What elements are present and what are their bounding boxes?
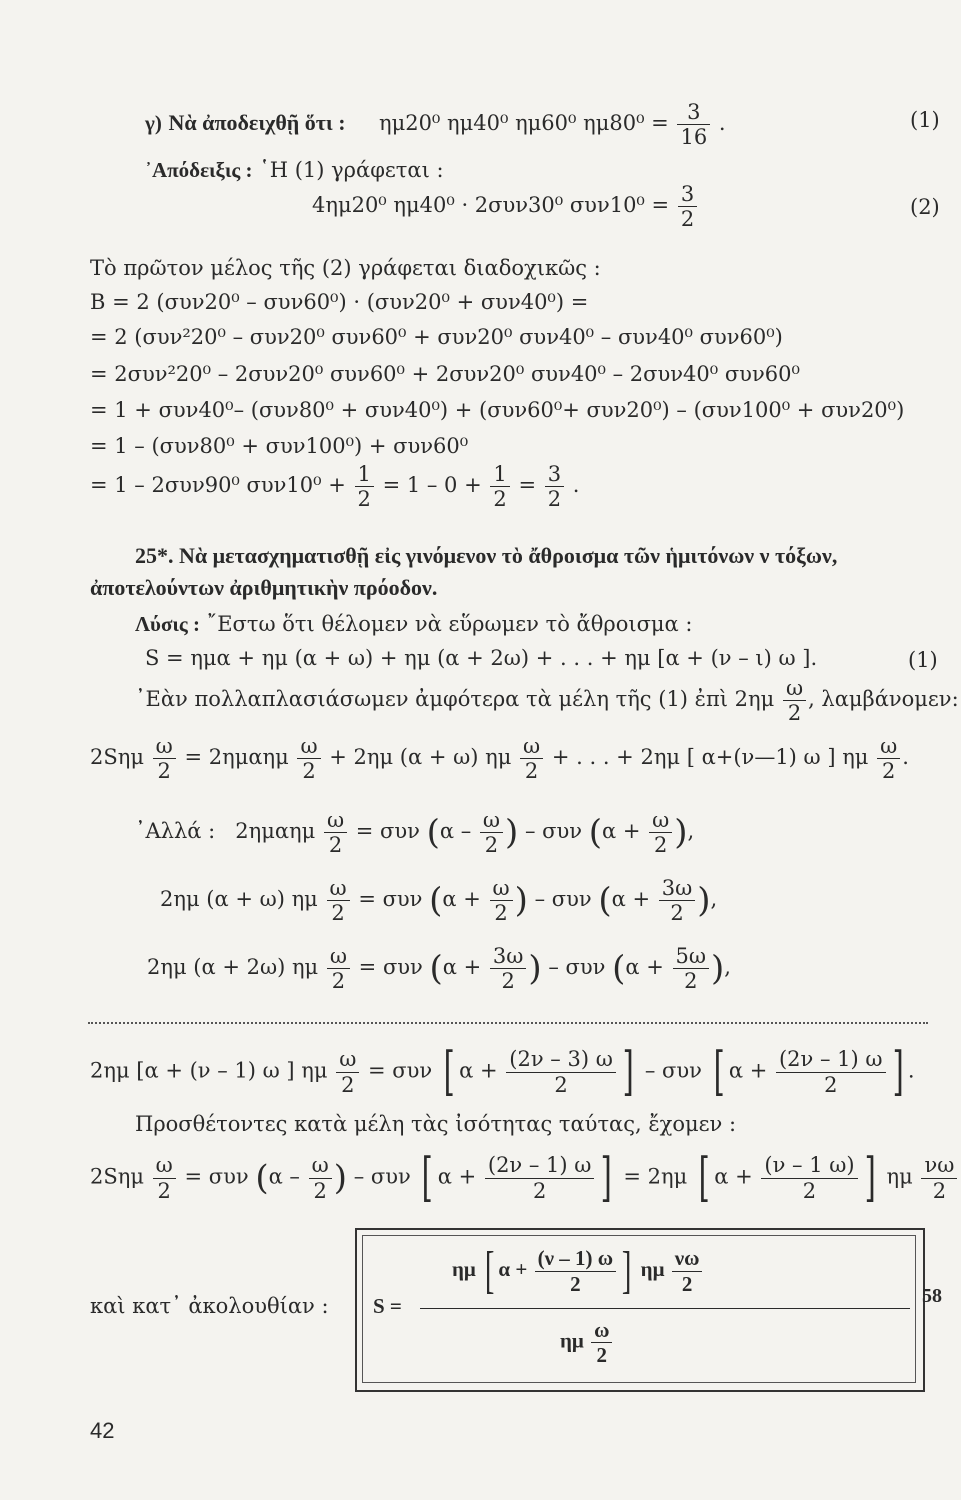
proof-label: ᾿Απόδειξις : [145,158,253,182]
result-row: 2Sημ $\frac{\omega}{2}$ = συν (α – $\frac{\omega}{2}$ ) – συν [ α + $\frac{(2\nu - 1) \omega}{2}$ ] = 2ημ [ α + $\frac{(\nu - 1 \omega)}{2}$ ] ημ $\frac{\nu\omega}{2}$ [90,1152,959,1204]
identity-general: 2ημ [α + (ν – 1) ω ] ημ $\frac{\omega}{2}$ = συν [ α + $\frac{(2\nu - 3) \omega}{2}$ ] – συν [ α + $\frac{(2\nu - 1) \omega}{2}$ ] . [90,1042,915,1102]
problem-25-statement-2: ἀποτελούντων ἀριθμητικὴν πρόοδον. [90,575,438,600]
proof-line-4: = 1 + συν40⁰– (συν80⁰ + συν40⁰) + (συν60⁰+ συν20⁰) – (συν100⁰ + συν20⁰) [90,398,905,422]
final-denominator: ημ $\frac{\omega}{2}$ [560,1318,614,1367]
proof-intro: Τὸ πρῶτον μέλος τῆς (2) γράφεται διαδοχικῶς : [90,256,601,280]
eq-2-fraction: $\frac{3}{2}$ [678,182,697,231]
solution-label: Λύσις : [135,612,200,636]
part-g-expr: ημ20⁰ ημ40⁰ ημ60⁰ ημ80⁰ = [378,111,669,136]
eqno-1: (1) [910,108,940,132]
identity-2: 2ημ (α + ω) ημ $\frac{\omega}{2}$ = συν (α + $\frac{\omega}{2}$ ) – συν (α + $\frac{3\omega}{2}$ ), [160,876,718,926]
proof-line-3: = 2συν²20⁰ – 2συν20⁰ συν60⁰ + 2συν20⁰ συν40⁰ – 2συν40⁰ συν60⁰ [90,362,800,386]
frac-three-halves: $\frac{3}{2}$ [545,462,564,511]
final-fraction-bar [420,1308,910,1309]
proof-line-1: B = 2 (συν20⁰ – συν60⁰) · (συν20⁰ + συν40⁰) = [90,290,589,314]
adding-sentence: Προσθέτοντες κατὰ μέλη τὰς ἰσότητας ταύτας, ἔχομεν : [135,1112,737,1136]
part-g-row: γ) Νὰ ἀποδειχθῇ ὅτι : ημ20⁰ ημ40⁰ ημ60⁰ ημ80⁰ = $\frac{3}{16}$ . [145,100,726,150]
identity-1: ᾿Αλλά : 2ημαημ $\frac{\omega}{2}$ = συν (α – $\frac{\omega}{2}$ ) – συν (α + $\frac{\omega}{2}$ ), [135,808,695,858]
dotted-separator [88,1022,928,1024]
eqno-2: (2) [910,195,940,219]
side-number: 58 [922,1285,942,1307]
part-g-prompt: Νὰ ἀποδειχθῇ ὅτι : [168,110,346,136]
problem-number: 25*. [135,543,174,568]
proof-text: ῾Η (1) γράφεται : [259,158,444,182]
part-g-label: γ) [145,111,162,136]
page-number: 42 [90,1418,115,1443]
part-g-fraction: $\frac{3}{16}$ [677,100,710,149]
identity-3: 2ημ (α + 2ω) ημ $\frac{\omega}{2}$ = συν (α + $\frac{3\omega}{2}$ ) – συν (α + $\frac{5\omega}{2}$ ), [147,944,731,994]
proof-header [145,160,444,181]
frac-half-2: $\frac{1}{2}$ [490,462,509,511]
consequently-label: καὶ κατ᾿ ἀκολουθίαν : [90,1294,329,1318]
solution-header: Λύσις : ῎Εστω ὅτι θέλομεν νὰ εὕρωμεν τὸ ἄθροισμα : [135,612,693,636]
eq-2-expr: 4ημ20⁰ ημ40⁰ · 2συν30⁰ συν10⁰ = [312,193,670,218]
multiply-sentence: ᾿Εὰν πολλαπλασιάσωμεν ἀμφότερα τὰ μέλη τῆς (1) ἐπὶ 2ημ $\frac{\omega}{2}$ , λαμβάνομεν: [135,676,959,726]
proof-line-5: = 1 – (συν80⁰ + συν100⁰) + συν60⁰ [90,434,469,458]
two-s-row: 2Sημ $\frac{\omega}{2}$ = 2ημαημ $\frac{\omega}{2}$ + 2ημ (α + ω) ημ $\frac{\omega}{2}$ + . . . + 2ημ [ α+(ν—1) ω ] ημ $\frac{\omega}{2}$ . [90,734,909,784]
final-s: S = [373,1294,402,1318]
problem-25-statement-1: 25*. Νὰ μετασχηματισθῇ εἰς γινόμενον τὸ ἄθροισμα τῶν ἡμιτόνων ν τόξων, [135,543,838,568]
eqno-sum: (1) [908,648,938,672]
final-numerator: ημ [ α + $\frac{(\nu - 1) \omega}{2}$ ] ημ $\frac{\nu\omega}{2}$ [452,1245,704,1297]
eq-2-row [312,182,699,231]
sum-definition: S = ημα + ημ (α + ω) + ημ (α + 2ω) + . . . + ημ [α + (ν – ι) ω ]. [145,646,818,670]
proof-line-2: = 2 (συν²20⁰ – συν20⁰ συν60⁰ + συν20⁰ συν40⁰ – συν40⁰ συν60⁰) [90,325,783,349]
frac-half-1: $\frac{1}{2}$ [355,462,374,511]
proof-line-6: = 1 – 2συν90⁰ συν10⁰ + $\frac{1}{2}$ = 1 – 0 + $\frac{1}{2}$ = $\frac{3}{2}$ . [90,462,580,512]
